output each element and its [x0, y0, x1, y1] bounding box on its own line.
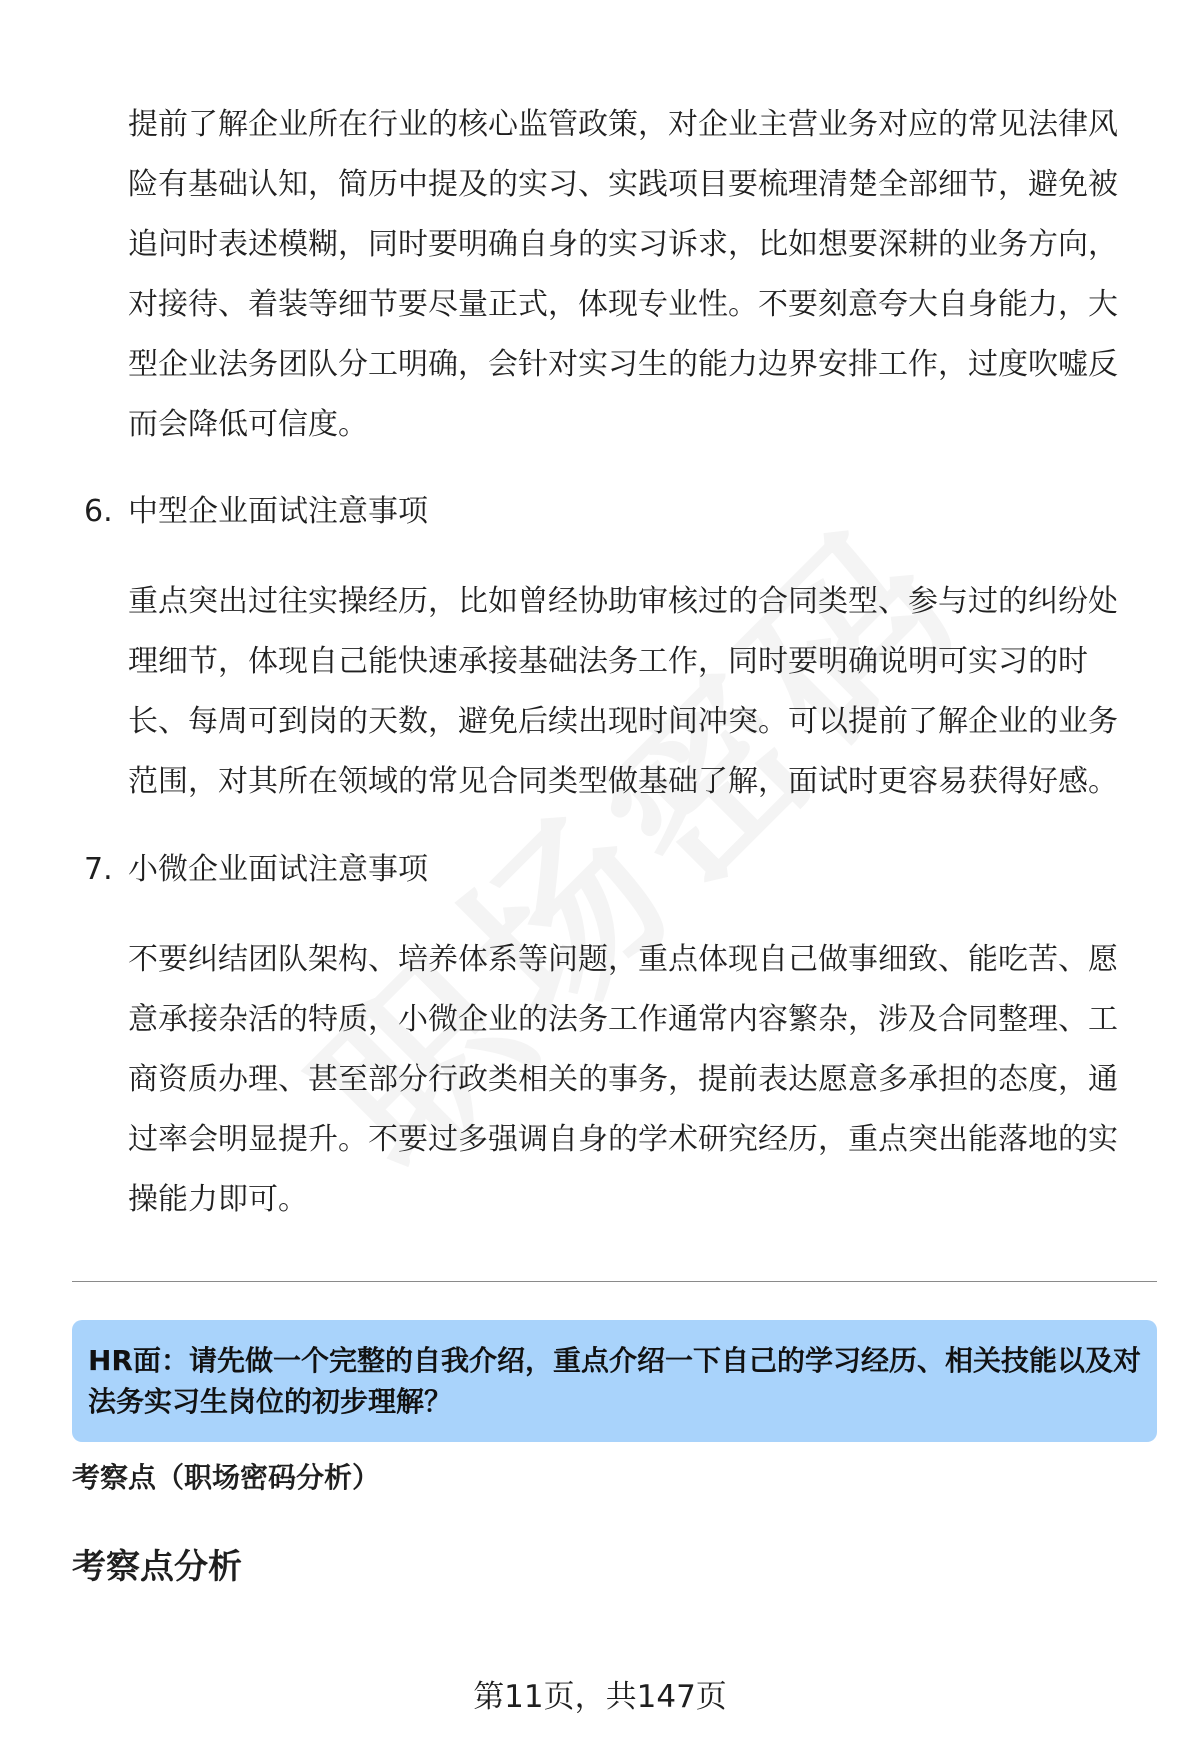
page-number: 第11页，共147页	[473, 1679, 727, 1715]
paragraph-large-enterprise: 提前了解企业所在行业的核心监管政策，对企业主营业务对应的常见法律风险有基础认知，简历中提及的实习、实践项目要梳理清楚全部细节，避免被追问时表述模糊，同时要明确自身的实习诉求，比如想要深耕的业务方向，对接待、着装等细节要尽量正式，体现专业性。不要刻意夸大自身能力，大型企业法务团队分工明确，会针对实习生的能力边界安排工作，过度吹嘘反而会降低可信度。	[128, 107, 1118, 442]
analysis-heading: 考察点分析	[72, 1547, 242, 1587]
hr-question-box: HR面：请先做一个完整的自我介绍，重点介绍一下自己的学习经历、相关技能以及对法务实习生岗位的初步理解？	[72, 1320, 1157, 1442]
list-item-6	[84, 490, 428, 534]
paragraph-small-enterprise: 不要纠结团队架构、培养体系等问题，重点体现自己做事细致、能吃苦、愿意承接杂活的特质，小微企业的法务工作通常内容繁杂，涉及合同整理、工商资质办理、甚至部分行政类相关的事务，提前表达愿意多承担的态度，通过率会明显提升。不要过多强调自身的学术研究经历，重点突出能落地的实操能力即可。	[128, 942, 1118, 1217]
list-number: 7.	[84, 852, 113, 887]
section-divider	[72, 1281, 1157, 1282]
analysis-subheading: 考察点（职场密码分析）	[72, 1461, 381, 1494]
list-number: 6.	[84, 494, 113, 529]
list-title: 小微企业面试注意事项	[128, 852, 428, 887]
list-title: 中型企业面试注意事项	[128, 494, 428, 529]
list-item-7	[84, 848, 428, 892]
paragraph-medium-enterprise: 重点突出过往实操经历，比如曾经协助审核过的合同类型、参与过的纠纷处理细节，体现自己能快速承接基础法务工作，同时要明确说明可实习的时长、每周可到岗的天数，避免后续出现时间冲突。可以提前了解企业的业务范围，对其所在领域的常见合同类型做基础了解，面试时更容易获得好感。	[128, 584, 1118, 799]
